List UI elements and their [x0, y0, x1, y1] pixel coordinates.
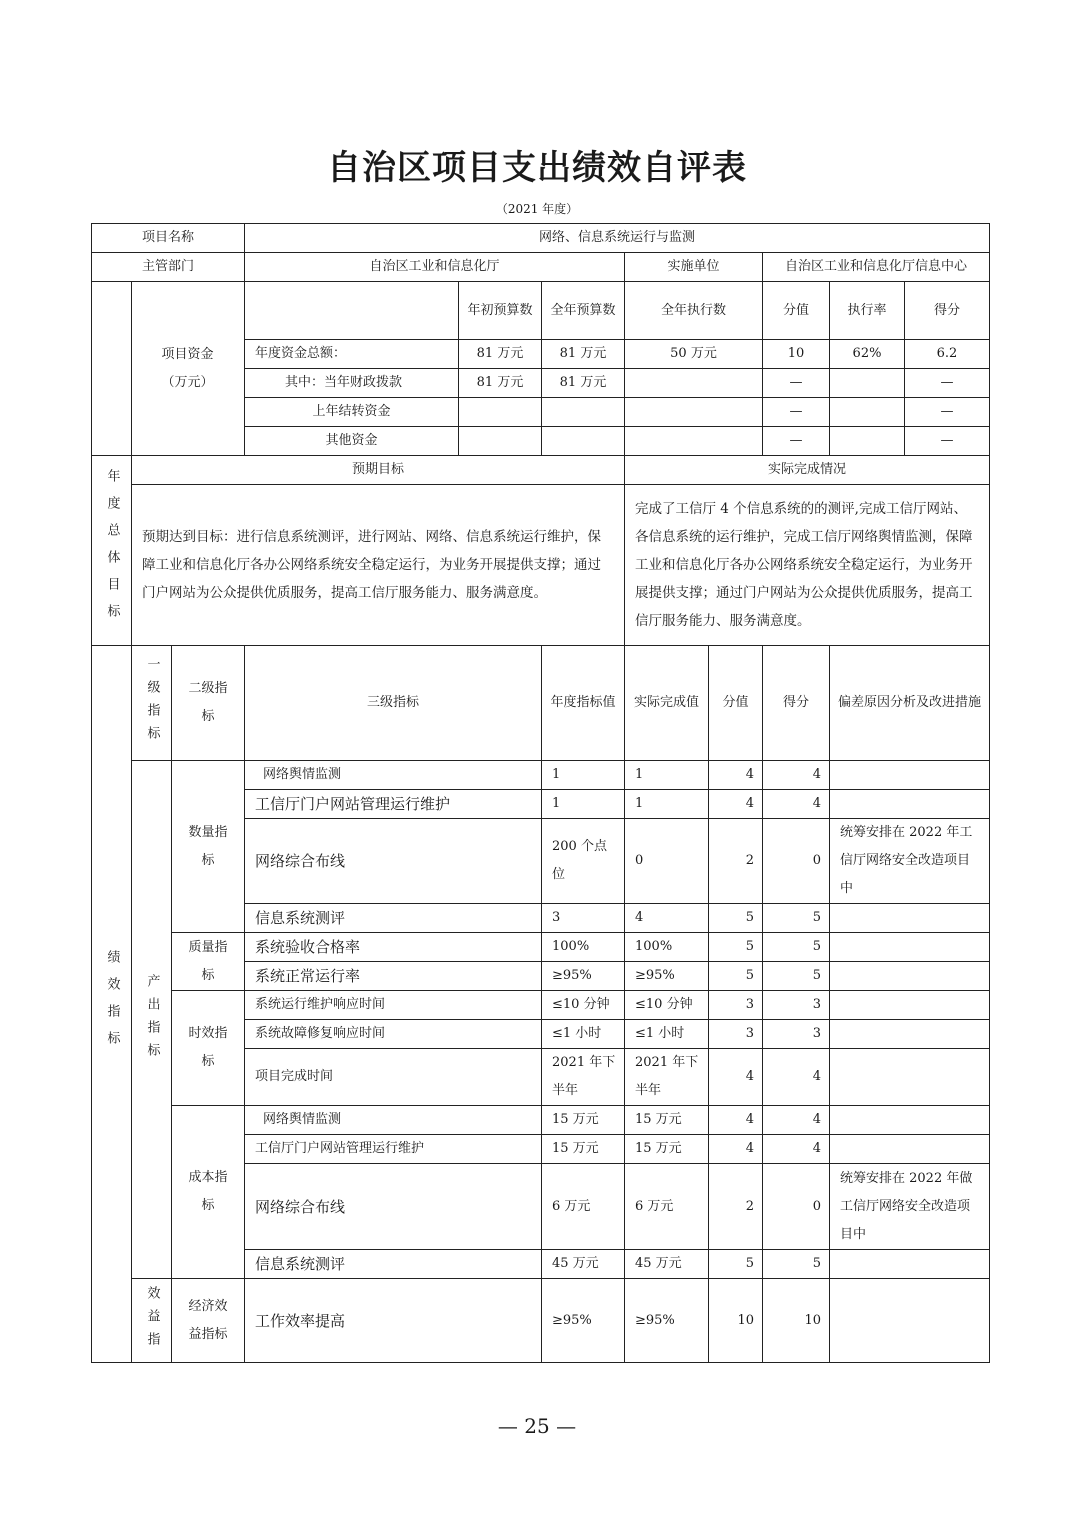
funds-cell: 6.2: [904, 339, 990, 369]
indicator-name: 系统验收合格率: [244, 932, 542, 962]
funds-cell: 81 万元: [541, 368, 625, 398]
indicator-score: 3: [762, 1019, 830, 1049]
indicator-score-value: 4: [708, 1048, 763, 1106]
indicator-actual: 2021 年下半年: [624, 1048, 709, 1106]
indicator-score-value: 5: [708, 1249, 763, 1279]
output-label: 产出指标: [131, 760, 172, 1279]
funds-cell: —: [904, 368, 990, 398]
funds-cell: 10: [762, 339, 830, 369]
impl-label: 实施单位: [624, 252, 763, 282]
indicator-target: 200 个点位: [541, 818, 625, 904]
funds-cell: [458, 397, 542, 427]
indicator-name: 网络舆情监测: [244, 760, 542, 790]
funds-row-name: 年度资金总额：: [244, 339, 459, 369]
indicator-target: 45 万元: [541, 1249, 625, 1279]
project-name-value: 网络、信息系统运行与监测: [244, 223, 990, 253]
indicator-analysis: [829, 932, 990, 962]
indicator-score: 0: [762, 818, 830, 904]
group-quantity: 数量指标: [171, 760, 245, 933]
page-title: 自治区项目支出绩效自评表: [327, 148, 747, 188]
funds-cell: 81 万元: [458, 368, 542, 398]
indicator-score: 3: [762, 990, 830, 1020]
indicator-target: 1: [541, 760, 625, 790]
funds-label: 项目资金（万元）: [131, 281, 245, 456]
indicator-score: 5: [762, 961, 830, 991]
group-cost: 成本指标: [171, 1105, 245, 1279]
level3-header: 三级指标: [244, 645, 542, 761]
indicator-analysis: [829, 961, 990, 991]
indicator-target: 15 万元: [541, 1105, 625, 1135]
indicator-header: 得分: [762, 645, 830, 761]
funds-cell: 81 万元: [458, 339, 542, 369]
indicator-score: 4: [762, 1105, 830, 1135]
indicator-target: ≤10 分钟: [541, 990, 625, 1020]
group-economic: 经济效益指标: [171, 1278, 245, 1363]
funds-row-name: 其他资金: [244, 426, 459, 456]
funds-row-name: 上年结转资金: [244, 397, 459, 427]
indicator-analysis: [829, 1048, 990, 1106]
indicator-actual: 1: [624, 760, 709, 790]
indicator-score-value: 2: [708, 1163, 763, 1250]
indicator-target: 3: [541, 903, 625, 933]
indicator-actual: 4: [624, 903, 709, 933]
funds-cell: —: [762, 397, 830, 427]
indicator-name: 项目完成时间: [244, 1048, 542, 1106]
funds-cell: [624, 426, 763, 456]
indicator-actual: 6 万元: [624, 1163, 709, 1250]
actual-header: 实际完成情况: [624, 455, 990, 485]
indicator-target: ≤1 小时: [541, 1019, 625, 1049]
project-name-label: 项目名称: [91, 223, 245, 253]
expected-text: 预期达到目标：进行信息系统测评，进行网站、网络、信息系统运行维护，保障工业和信息化厅各办公网络系统安全稳定运行，为业务开展提供支撑；通过门户网站为公众提供优质服务，提高工信厅服务能力、服务满意度。: [131, 484, 625, 646]
indicator-score: 0: [762, 1163, 830, 1250]
indicator-score-value: 10: [708, 1278, 763, 1363]
indicator-name: 信息系统测评: [244, 903, 542, 933]
indicator-name: 网络舆情监测: [244, 1105, 542, 1135]
indicator-target: 2021 年下半年: [541, 1048, 625, 1106]
indicator-name: 网络综合布线: [244, 818, 542, 904]
indicator-actual: ≥95%: [624, 1278, 709, 1363]
funds-header-blank: [244, 281, 459, 340]
funds-cell: [541, 426, 625, 456]
indicator-target: ≥95%: [541, 961, 625, 991]
indicator-score-value: 3: [708, 990, 763, 1020]
funds-row-name: 其中：当年财政拨款: [244, 368, 459, 398]
indicator-score-value: 2: [708, 818, 763, 904]
indicator-score: 5: [762, 932, 830, 962]
indicator-name: 工信厅门户网站管理运行维护: [244, 1134, 542, 1164]
funds-header: 全年执行数: [624, 281, 763, 340]
indicator-name: 工信厅门户网站管理运行维护: [244, 789, 542, 819]
indicator-actual: 1: [624, 789, 709, 819]
funds-cell: [541, 397, 625, 427]
indicator-score-value: 3: [708, 1019, 763, 1049]
indicator-actual: ≥95%: [624, 961, 709, 991]
impl-value: 自治区工业和信息化厅信息中心: [762, 252, 990, 282]
indicator-analysis: 统筹安排在 2022 年工信厅网络安全改造项目中: [829, 818, 990, 904]
indicator-name: 工作效率提高: [244, 1278, 542, 1363]
indicator-target: ≥95%: [541, 1278, 625, 1363]
dept-value: 自治区工业和信息化厅: [244, 252, 625, 282]
indicator-score-value: 4: [708, 1105, 763, 1135]
indicator-header: 偏差原因分析及改进措施: [829, 645, 990, 761]
benefit-label: 效益指: [131, 1278, 172, 1363]
funds-cell: —: [762, 368, 830, 398]
indicator-name: 系统故障修复响应时间: [244, 1019, 542, 1049]
indicator-header: 分值: [708, 645, 763, 761]
funds-cell: —: [762, 426, 830, 456]
funds-cell: 62%: [829, 339, 905, 369]
indicator-score-value: 5: [708, 932, 763, 962]
indicator-actual: 15 万元: [624, 1134, 709, 1164]
indicator-analysis: [829, 1278, 990, 1363]
indicator-score-value: 4: [708, 760, 763, 790]
indicator-actual: ≤10 分钟: [624, 990, 709, 1020]
indicator-analysis: [829, 789, 990, 819]
indicator-actual: 45 万元: [624, 1249, 709, 1279]
indicator-target: 6 万元: [541, 1163, 625, 1250]
indicator-analysis: [829, 1105, 990, 1135]
funds-cell: [829, 368, 905, 398]
group-timeliness: 时效指标: [171, 990, 245, 1106]
expected-header: 预期目标: [131, 455, 625, 485]
indicator-score: 5: [762, 1249, 830, 1279]
actual-text: 完成了工信厅 4 个信息系统的的测评,完成工信厅网站、各信息系统的运行维护，完成工信厅网络舆情监测，保障工业和信息化厅各办公网络系统安全稳定运行，为业务开展提供支撑；通过门户网站为公众提供优质服务，提高工信厅服务能力、服务满意度。: [624, 484, 990, 646]
indicator-name: 系统正常运行率: [244, 961, 542, 991]
indicator-header: 实际完成值: [624, 645, 709, 761]
indicator-analysis: [829, 760, 990, 790]
funds-cell: [829, 426, 905, 456]
funds-cell: 50 万元: [624, 339, 763, 369]
page-number: — 25 —: [497, 1414, 577, 1438]
goals-label: 年度总体目标: [91, 455, 132, 646]
funds-header: 得分: [904, 281, 990, 340]
indicator-analysis: [829, 1019, 990, 1049]
indicator-actual: 0: [624, 818, 709, 904]
funds-header: 执行率: [829, 281, 905, 340]
indicator-analysis: 统筹安排在 2022 年做工信厅网络安全改造项目中: [829, 1163, 990, 1250]
level2-header: 二级指标: [171, 645, 245, 761]
indicator-target: 1: [541, 789, 625, 819]
funds-cell: —: [904, 426, 990, 456]
indicator-target: 100%: [541, 932, 625, 962]
indicator-actual: ≤1 小时: [624, 1019, 709, 1049]
indicator-score: 10: [762, 1278, 830, 1363]
funds-header: 全年预算数: [541, 281, 625, 340]
indicator-analysis: [829, 990, 990, 1020]
indicator-analysis: [829, 1134, 990, 1164]
indicator-score: 4: [762, 789, 830, 819]
indicator-score: 4: [762, 1048, 830, 1106]
funds-cell: [458, 426, 542, 456]
page-subtitle: （2021 年度）: [495, 202, 579, 216]
funds-cell: [624, 368, 763, 398]
indicator-analysis: [829, 1249, 990, 1279]
indicator-score-value: 4: [708, 789, 763, 819]
indicators-label: 绩效指标: [91, 645, 132, 1363]
level1-header: 一级指标: [131, 645, 172, 761]
indicator-score-value: 5: [708, 961, 763, 991]
funds-cell: [829, 397, 905, 427]
indicator-score-value: 4: [708, 1134, 763, 1164]
indicator-target: 15 万元: [541, 1134, 625, 1164]
indicator-score: 5: [762, 903, 830, 933]
indicator-actual: 100%: [624, 932, 709, 962]
indicator-actual: 15 万元: [624, 1105, 709, 1135]
indicator-name: 信息系统测评: [244, 1249, 542, 1279]
indicator-name: 系统运行维护响应时间: [244, 990, 542, 1020]
dept-label: 主管部门: [91, 252, 245, 282]
indicator-score-value: 5: [708, 903, 763, 933]
indicator-analysis: [829, 903, 990, 933]
funds-cell: —: [904, 397, 990, 427]
funds-left-pad: [91, 281, 132, 456]
funds-header: 年初预算数: [458, 281, 542, 340]
indicator-score: 4: [762, 1134, 830, 1164]
indicator-name: 网络综合布线: [244, 1163, 542, 1250]
group-quality: 质量指标: [171, 932, 245, 991]
funds-cell: 81 万元: [541, 339, 625, 369]
indicator-header: 年度指标值: [541, 645, 625, 761]
indicator-score: 4: [762, 760, 830, 790]
funds-cell: [624, 397, 763, 427]
funds-header: 分值: [762, 281, 830, 340]
